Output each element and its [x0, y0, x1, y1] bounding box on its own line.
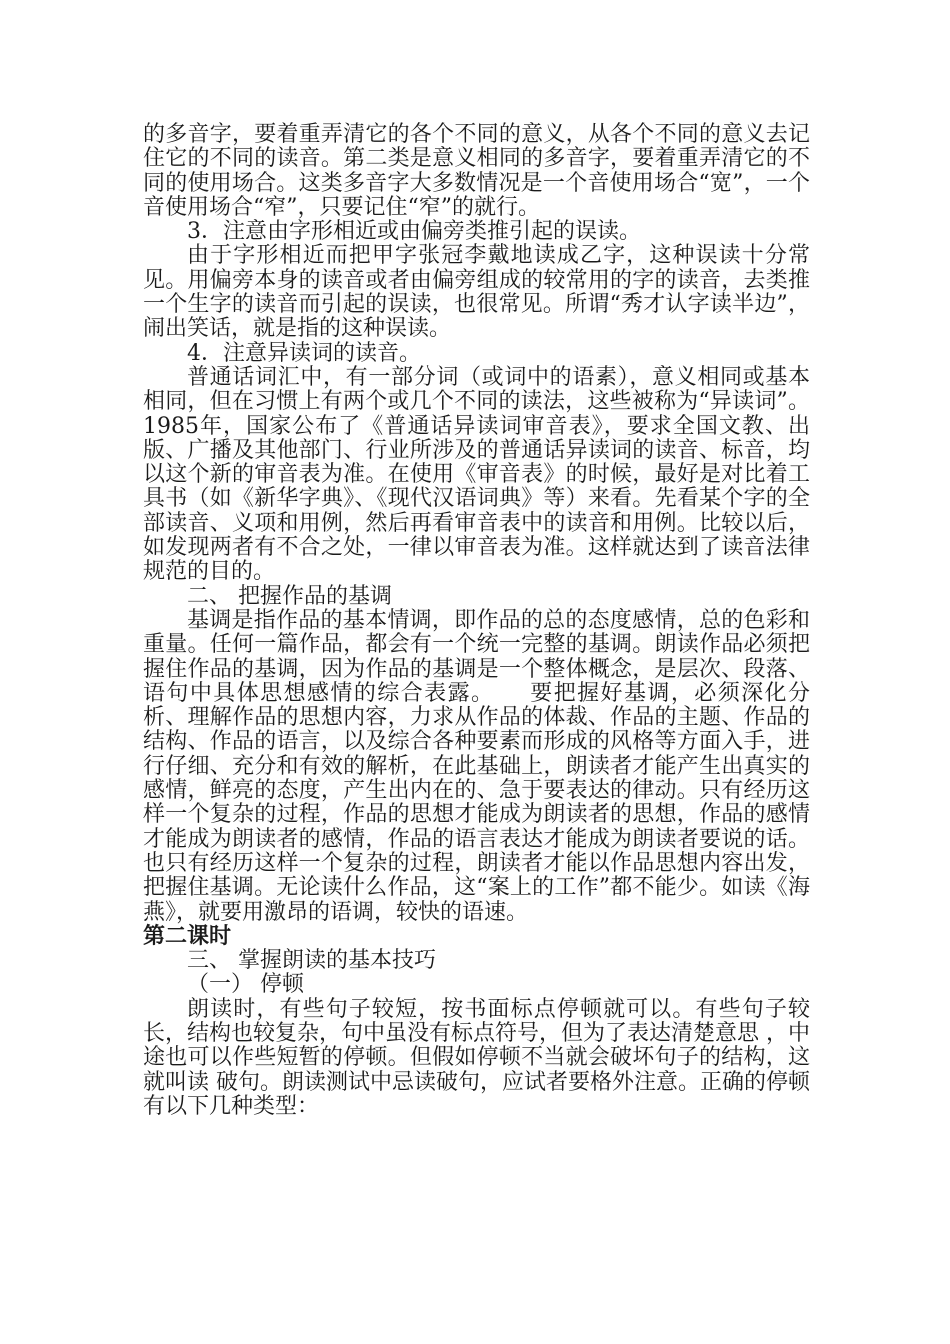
paragraph-pause: 朗读时，有些句子较短，按书面标点停顿就可以。有些句子较长，结构也较复杂，句中虽没有标点符号，但为了表达清楚意思 ，中途也可以作些短暂的停顿。但假如停顿不当就会破坏句子的结构，这就叫读 破句。朗读测试中忌读破句，应试者要格外注意。正确的停顿有以下几种类型： — [143, 996, 810, 1119]
section-title: 第二课时 — [143, 923, 232, 949]
document-page — [143, 123, 810, 1119]
paragraph-tone: 基调是指作品的基本情调，即作品的总的态度感情，总的色彩和重量。任何一篇作品，都会有一个统一完整的基调。朗读作品必须把握住作品的基调，因为作品的基调是一个整体概念，是层次、段落、语句中具体思想感情的综合表露。 要把握好基调，必须深化分析、理解作品的思想内容，力求从作品的体裁、作品的主题、作品的结构、作品的语言，以及综合各种要素而形成的风格等方面入手，进行仔细、充分和有效的解析，在此基础上，朗读者才能产生出真实的感情，鲜亮的态度，产生出内在的、急于要表达的律动。只有经历这样一个复杂的过程，作品的思想才能成为朗读者的思想，作品的感情才能成为朗读者的感情，作品的语言表达才能成为朗读者要说的话。也只有经历这样一个复杂的过程，朗读者才能以作品思想内容出发，把握住基调。无论读什么作品，这“案上的工作”都不能少。如读《海燕》，就要用激昂的语调，较快的语速。 — [143, 607, 810, 925]
paragraph-variant-words: 普通话词汇中，有一部分词（或词中的语素），意义相同或基本相同，但在习惯上有两个或几个不同的读法，这些被称为“异读词”。1985年，国家公布了《普通话异读词审音表》，要求全国文教、出版、广播及其他部门、行业所涉及的普通话异读词的读音、标音，均以这个新的审音表为准。在使用《审音表》的时候，最好是对比着工具书（如《新华字典》、《现代汉语词典》等）来看。先看某个字的全部读音、义项和用例，然后再看审音表中的读音和用例。比较以后，如发现两者有不合之处，一律以审音表为准。这样就达到了读音法律规范的目的。 — [143, 364, 810, 585]
heading-variant-words: 4．注意异读词的读音。 — [187, 340, 421, 366]
paragraph-misreading: 由于字形相近而把甲字张冠李戴地读成乙字，这种误读十分常见。用偏旁本身的读音或者由偏旁组成的较常用的字的读音，去类推一个生字的读音而引起的误读，也很常见。所谓“秀才认字读半边”，闹出笑话，就是指的这种误读。 — [143, 243, 810, 342]
heading-tone: 二、 把握作品的基调 — [187, 583, 392, 609]
heading-pause: （一） 停顿 — [187, 972, 304, 998]
heading-misreading-shape: 3．注意由字形相近或由偏旁类推引起的误读。 — [187, 219, 641, 245]
heading-reading-skills: 三、 掌握朗读的基本技巧 — [187, 948, 436, 974]
paragraph-continuation: 的多音字，要着重弄清它的各个不同的意义，从各个不同的意义去记住它的不同的读音。第二类是意义相同的多音字，要着重弄清它的不同的使用场合。这类多音字大多数情况是一个音使用场合“宽”，一个音使用场合“窄”，只要记住“窄”的就行。 — [143, 122, 810, 220]
